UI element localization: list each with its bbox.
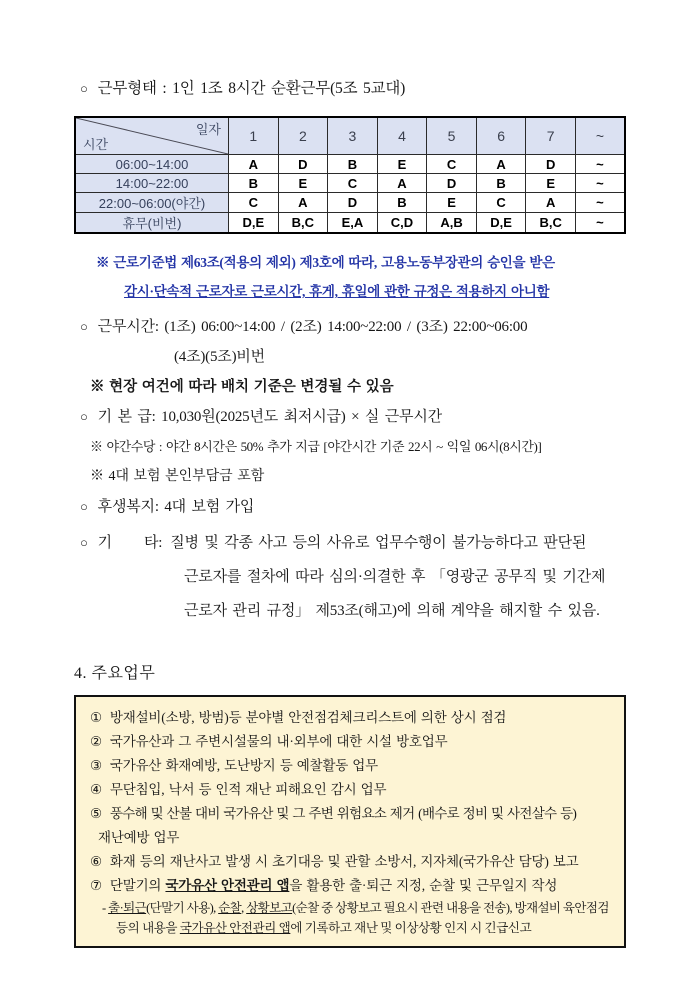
shift-cell: E [377, 155, 427, 174]
circle-bullet-icon: ○ [80, 535, 88, 550]
corner-label-day: 일자 [195, 122, 221, 137]
duty-text [110, 874, 557, 898]
legal-note-line1: ※ 근로기준법 제63조(적용의 제외) 제3호에 따라, 고용노동부장관의 승인을 받은 [96, 255, 555, 270]
corner-label-time: 시간 [83, 137, 109, 152]
shift-cell: D,E [229, 213, 279, 234]
legal-note [74, 248, 626, 306]
shift-cell: D [526, 155, 576, 174]
shift-cell: C [476, 193, 526, 213]
insurance-deduction-note: ※ 4대 보험 본인부담금 포함 [90, 469, 265, 484]
shift-row-morning [75, 155, 625, 174]
duty-sub-item-line2 [116, 918, 614, 938]
work-hours-line [74, 312, 626, 342]
shift-cell: A [278, 193, 328, 213]
circled-number-icon: ⑤ [90, 806, 102, 821]
etc-text-line1: 질병 및 각종 사고 등의 사유로 업무수행이 불가능하다고 판단된 [170, 535, 587, 551]
shift-cell: E,A [328, 213, 378, 234]
duty-item [86, 706, 614, 730]
circled-number-icon: ② [90, 734, 102, 749]
shift-row-afternoon [75, 174, 625, 193]
shift-cell: E [526, 174, 576, 193]
placement-note: ※ 현장 여건에 따라 배치 기준은 변경될 수 있음 [90, 379, 394, 395]
duty-text-continued: 재난예방 업무 [98, 830, 180, 845]
duties-heading: 4. 주요업무 [74, 665, 156, 682]
shift-cell: ~ [575, 174, 625, 193]
row-label: 휴무(비번) [75, 213, 229, 234]
day-header: 4 [377, 117, 427, 155]
day-header: 3 [328, 117, 378, 155]
safety-app-name: 국가유산 안전관리 앱 [179, 921, 291, 935]
day-header: 2 [278, 117, 328, 155]
etc-label-2: 타: [143, 535, 163, 551]
duty-text: 무단침입, 낙서 등 인적 재난 피해요인 감시 업무 [109, 782, 387, 797]
duty-text: 화재 등의 재난사고 발생 시 초기대응 및 관할 소방서, 지자체(국가유산 담당) 보고 [109, 854, 579, 869]
dash-bullet: - [102, 901, 106, 915]
day-header: 7 [526, 117, 576, 155]
shift-cell: A [526, 193, 576, 213]
shift-cell: ~ [575, 155, 625, 174]
work-hours-text: 근무시간: (1조) 06:00~14:00 / (2조) 14:00~22:00 / (3조) 22:00~06:00 [97, 319, 528, 335]
duty-sub-item [102, 898, 614, 918]
duty-text: 풍수해 및 산불 대비 국가유산 및 그 주변 위험요소 제거 (배수로 정비 및 사전살수 등) [109, 806, 577, 821]
duty-item [86, 730, 614, 754]
circled-number-icon: ① [90, 710, 102, 725]
corner-cell [75, 117, 229, 155]
duty-text-pre: 단말기의 [109, 878, 166, 893]
shift-cell: D,E [476, 213, 526, 234]
circled-number-icon: ④ [90, 782, 102, 797]
sub-term-commute: 출·퇴근 [108, 901, 147, 915]
shift-cell: A [229, 155, 279, 174]
row-label: 06:00~14:00 [75, 155, 229, 174]
shift-cell: B [377, 193, 427, 213]
shift-cell: A [476, 155, 526, 174]
shift-schedule-table [74, 116, 626, 234]
duty-item [86, 778, 614, 802]
shift-cell: C [427, 155, 477, 174]
work-type-title: 근무형태 : 1인 1조 8시간 순환근무(5조 5교대) [97, 80, 406, 97]
sub-text: (순찰 중 상황보고 필요시 관련 내용을 전송), 방재설비 육안점검 [292, 901, 609, 915]
day-header: 1 [229, 117, 279, 155]
shift-cell: B [476, 174, 526, 193]
sub-text: 등의 내용을 [116, 921, 180, 935]
duty-item [86, 754, 614, 778]
shift-cell: ~ [575, 193, 625, 213]
shift-row-night [75, 193, 625, 213]
sub-term-patrol: 순찰 [218, 901, 242, 915]
sub-text: (단말기 사용), [146, 901, 219, 915]
shift-cell: D [278, 155, 328, 174]
night-pay-note: ※ 야간수당 : 야간 8시간은 50% 추가 지급 [야간시간 기준 22시 ~ 익일 06시(8시간)] [90, 439, 542, 454]
day-header: ~ [575, 117, 625, 155]
shift-cell: ~ [575, 213, 625, 234]
shift-cell: B,C [278, 213, 328, 234]
row-label: 14:00~22:00 [75, 174, 229, 193]
shift-cell: B,C [526, 213, 576, 234]
shift-cell: B [328, 155, 378, 174]
duties-box [74, 695, 626, 948]
sub-text: 에 기록하고 재난 및 이상상황 인지 시 긴급신고 [290, 921, 532, 935]
sub-text: , [241, 901, 247, 915]
safety-app-name: 국가유산 안전관리 앱 [165, 878, 290, 893]
circle-bullet-icon: ○ [80, 319, 88, 334]
circled-number-icon: ⑥ [90, 854, 102, 869]
base-pay-text: 기 본 급: 10,030원(2025년도 최저시급) × 실 근무시간 [97, 409, 442, 425]
sub-term-report: 상황보고 [246, 901, 293, 915]
shift-cell: B [229, 174, 279, 193]
shift-cell: C,D [377, 213, 427, 234]
welfare-text: 후생복지: 4대 보험 가입 [97, 499, 255, 515]
shift-row-dayoff [75, 213, 625, 234]
welfare-line [74, 492, 626, 522]
duty-item [86, 802, 614, 826]
etc-text-line2: 근로자를 절차에 따라 심의·의결한 후 「영광군 공무직 및 기간제 [184, 569, 606, 585]
duty-item [86, 850, 614, 874]
circled-number-icon: ③ [90, 758, 102, 773]
duty-text-post: 을 활용한 출·퇴근 지정, 순찰 및 근무일지 작성 [289, 878, 558, 893]
row-label: 22:00~06:00(야간) [75, 193, 229, 213]
etc-text-line3: 근로자 관리 규정」 제53조(해고)에 의해 계약을 해지할 수 있음. [184, 603, 600, 619]
shift-cell: E [278, 174, 328, 193]
etc-line [74, 526, 626, 560]
shift-cell: C [328, 174, 378, 193]
etc-label-1: 기 [97, 535, 112, 551]
shift-cell: C [229, 193, 279, 213]
work-type-line [74, 74, 626, 104]
shift-cell: A,B [427, 213, 477, 234]
shift-cell: A [377, 174, 427, 193]
day-header: 6 [476, 117, 526, 155]
base-pay-line [74, 402, 626, 432]
shift-cell: E [427, 193, 477, 213]
table-header-row [75, 117, 625, 155]
shift-cell: D [427, 174, 477, 193]
legal-note-line2: 감시·단속적 근로자로 근로시간, 휴게, 휴일에 관한 규정은 적용하지 아니함 [124, 284, 550, 299]
work-hours-wrap: (4조)(5조)비번 [174, 349, 265, 365]
day-header: 5 [427, 117, 477, 155]
duty-item [86, 874, 614, 898]
circle-bullet-icon: ○ [80, 81, 88, 96]
duty-text: 방재설비(소방, 방범)등 분야별 안전점검체크리스트에 의한 상시 점검 [109, 710, 507, 725]
circle-bullet-icon: ○ [80, 499, 88, 514]
duty-text: 국가유산과 그 주변시설물의 내·외부에 대한 시설 방호업무 [109, 734, 448, 749]
circled-number-icon: ⑦ [90, 878, 102, 893]
duty-text: 국가유산 화재예방, 도난방지 등 예찰활동 업무 [109, 758, 378, 773]
shift-cell: D [328, 193, 378, 213]
circle-bullet-icon: ○ [80, 409, 88, 424]
